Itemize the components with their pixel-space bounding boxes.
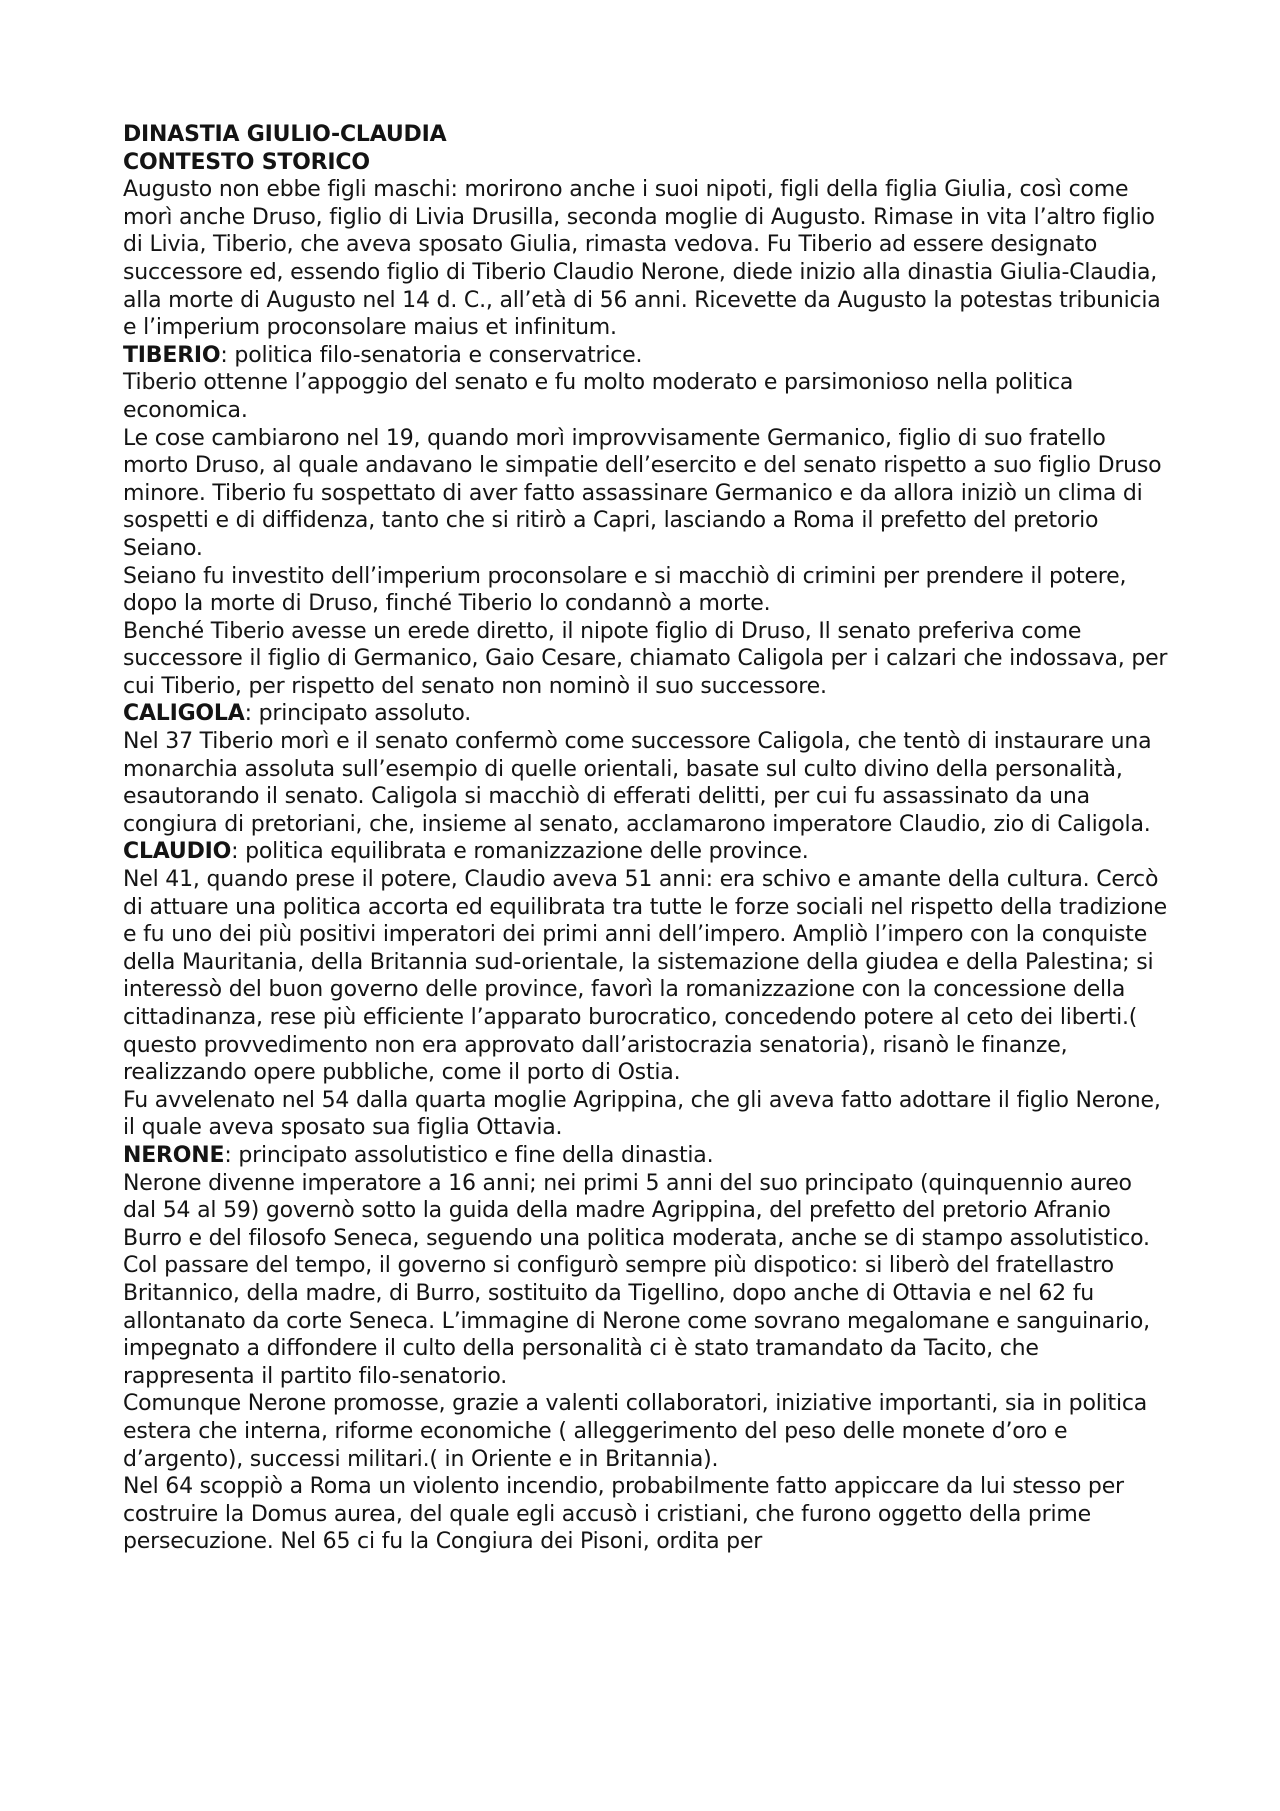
claudio-paragraph-1: Nel 41, quando prese il potere, Claudio aveva 51 anni: era schivo e amante della cultura. Cercò di attuare una politica accorta ed equilibrata tra tutte le forze sociali nel rispetto della tradizione e fu uno dei più positivi imperatori dei primi anni dell’impero. Ampliò l’impero con la conquiste della Mauritania, della Britannia sud-orientale, la sistemazione della giudea e della Palestina; si interessò del buon governo delle province, favorì la romanizzazione con la concessione della cittadinanza, rese più efficiente l’apparato burocratico, concedendo potere al ceto dei liberti.( questo provvedimento non era approvato dall’aristocrazia senatoria), risanò le finanze, realizzando opere pubbliche, come il porto di Ostia.: [123, 867, 1167, 1086]
nerone-paragraph-2: Col passare del tempo, il governo si configurò sempre più dispotico: si liberò del fratellastro Britannico, della madre, di Burro, sostituito da Tigellino, dopo anche di Ottavia e nel 62 fu allontanato da corte Seneca. L’immagine di Nerone come sovrano megalomane e sanguinario, impegnato a diffondere il culto della personalità ci è stato tramandato da Tacito, che rappresenta il partito filo-senatorio.: [123, 1253, 1150, 1389]
tiberio-heading: [123, 342, 1168, 370]
tiberio-paragraph-4: Benché Tiberio avesse un erede diretto, il nipote figlio di Druso, Il senato preferiva come successore il figlio di Germanico, Gaio Cesare, chiamato Caligola per i calzari che indossava, per cui Tiberio, per rispetto del senato non nominò il suo successore.: [123, 618, 1168, 699]
tiberio-tagline: : politica filo-senatoria e conservatrice.: [220, 342, 643, 368]
document-page: [123, 121, 1168, 1556]
claudio-heading: [123, 838, 1168, 866]
nerone-paragraph-1: Nerone divenne imperatore a 16 anni; nei primi 5 anni del suo principato (quinquennio aureo dal 54 al 59) governò sotto la guida della madre Agrippina, del prefetto del pretorio Afranio Burro e del filosofo Seneca, seguendo una politica moderata, anche se di stampo assolutistico.: [123, 1170, 1150, 1251]
caligola-heading: [123, 700, 1168, 728]
tiberio-paragraph-2: Le cose cambiarono nel 19, quando morì improvvisamente Germanico, figlio di suo fratello morto Druso, al quale andavano le simpatie dell’esercito e del senato rispetto a suo figlio Druso minore. Tiberio fu sospettato di aver fatto assassinare Germanico e da allora iniziò un clima di sospetti e di diffidenza, tanto che si ritirò a Capri, lasciando a Roma il prefetto del pretorio Seiano.: [123, 425, 1162, 561]
document-title: DINASTIA GIULIO-CLAUDIA: [123, 122, 447, 147]
tiberio-name: TIBERIO: [123, 342, 221, 368]
nerone-paragraph-3: Comunque Nerone promosse, grazie a valenti collaboratori, iniziative importanti, sia in politica estera che interna, riforme economiche ( alleggerimento del peso delle monete d’oro e d’argento), successi militari.( in Oriente e in Britannia).: [123, 1391, 1148, 1472]
nerone-paragraph-4: Nel 64 scoppiò a Roma un violento incendio, probabilmente fatto appiccare da lui stesso per costruire la Domus aurea, del quale egli accusò i cristiani, che furono oggetto della prime persecuzione. Nel 65 ci fu la Congiura dei Pisoni, ordita per: [123, 1474, 1124, 1555]
claudio-paragraph-2: Fu avvelenato nel 54 dalla quarta moglie Agrippina, che gli aveva fatto adottare il figlio Nerone, il quale aveva sposato sua figlia Ottavia.: [123, 1087, 1161, 1141]
caligola-name: CALIGOLA: [123, 701, 245, 727]
intro-paragraph: Augusto non ebbe figli maschi: morirono anche i suoi nipoti, figli della figlia Giulia, così come morì anche Druso, figlio di Livia Drusilla, seconda moglie di Augusto. Rimase in vita l’altro figlio di Livia, Tiberio, che aveva sposato Giulia, rimasta vedova. Fu Tiberio ad essere designato successore ed, essendo figlio di Tiberio Claudio Nerone, diede inizio alla dinastia Giulia-Claudia, alla morte di Augusto nel 14 d. C., all’età di 56 anni. Ricevette da Augusto la potestas tribunicia e l’imperium proconsolare maius et infinitum.: [123, 177, 1161, 341]
nerone-heading: [123, 1142, 1168, 1170]
section-heading-contesto: CONTESTO STORICO: [123, 149, 370, 175]
nerone-tagline: : principato assolutistico e fine della dinastia.: [224, 1142, 714, 1168]
claudio-tagline: : politica equilibrata e romanizzazione delle province.: [231, 839, 809, 865]
tiberio-paragraph-1: Tiberio ottenne l’appoggio del senato e fu molto moderato e parsimonioso nella politica economica.: [123, 370, 1074, 423]
caligola-paragraph-1: Nel 37 Tiberio morì e il senato confermò come successore Caligola, che tentò di instaurare una monarchia assoluta sull’esempio di quelle orientali, basate sul culto divino della personalità, esautorando il senato. Caligola si macchiò di efferati delitti, per cui fu assassinato da una congiura di pretoriani, che, insieme al senato, acclamarono imperatore Claudio, zio di Caligola.: [123, 729, 1152, 837]
claudio-name: CLAUDIO: [123, 839, 232, 865]
tiberio-paragraph-3: Seiano fu investito dell’imperium proconsolare e si macchiò di crimini per prendere il potere, dopo la morte di Druso, finché Tiberio lo condannò a morte.: [123, 563, 1127, 617]
nerone-name: NERONE: [123, 1142, 225, 1168]
caligola-tagline: : principato assoluto.: [244, 701, 472, 727]
